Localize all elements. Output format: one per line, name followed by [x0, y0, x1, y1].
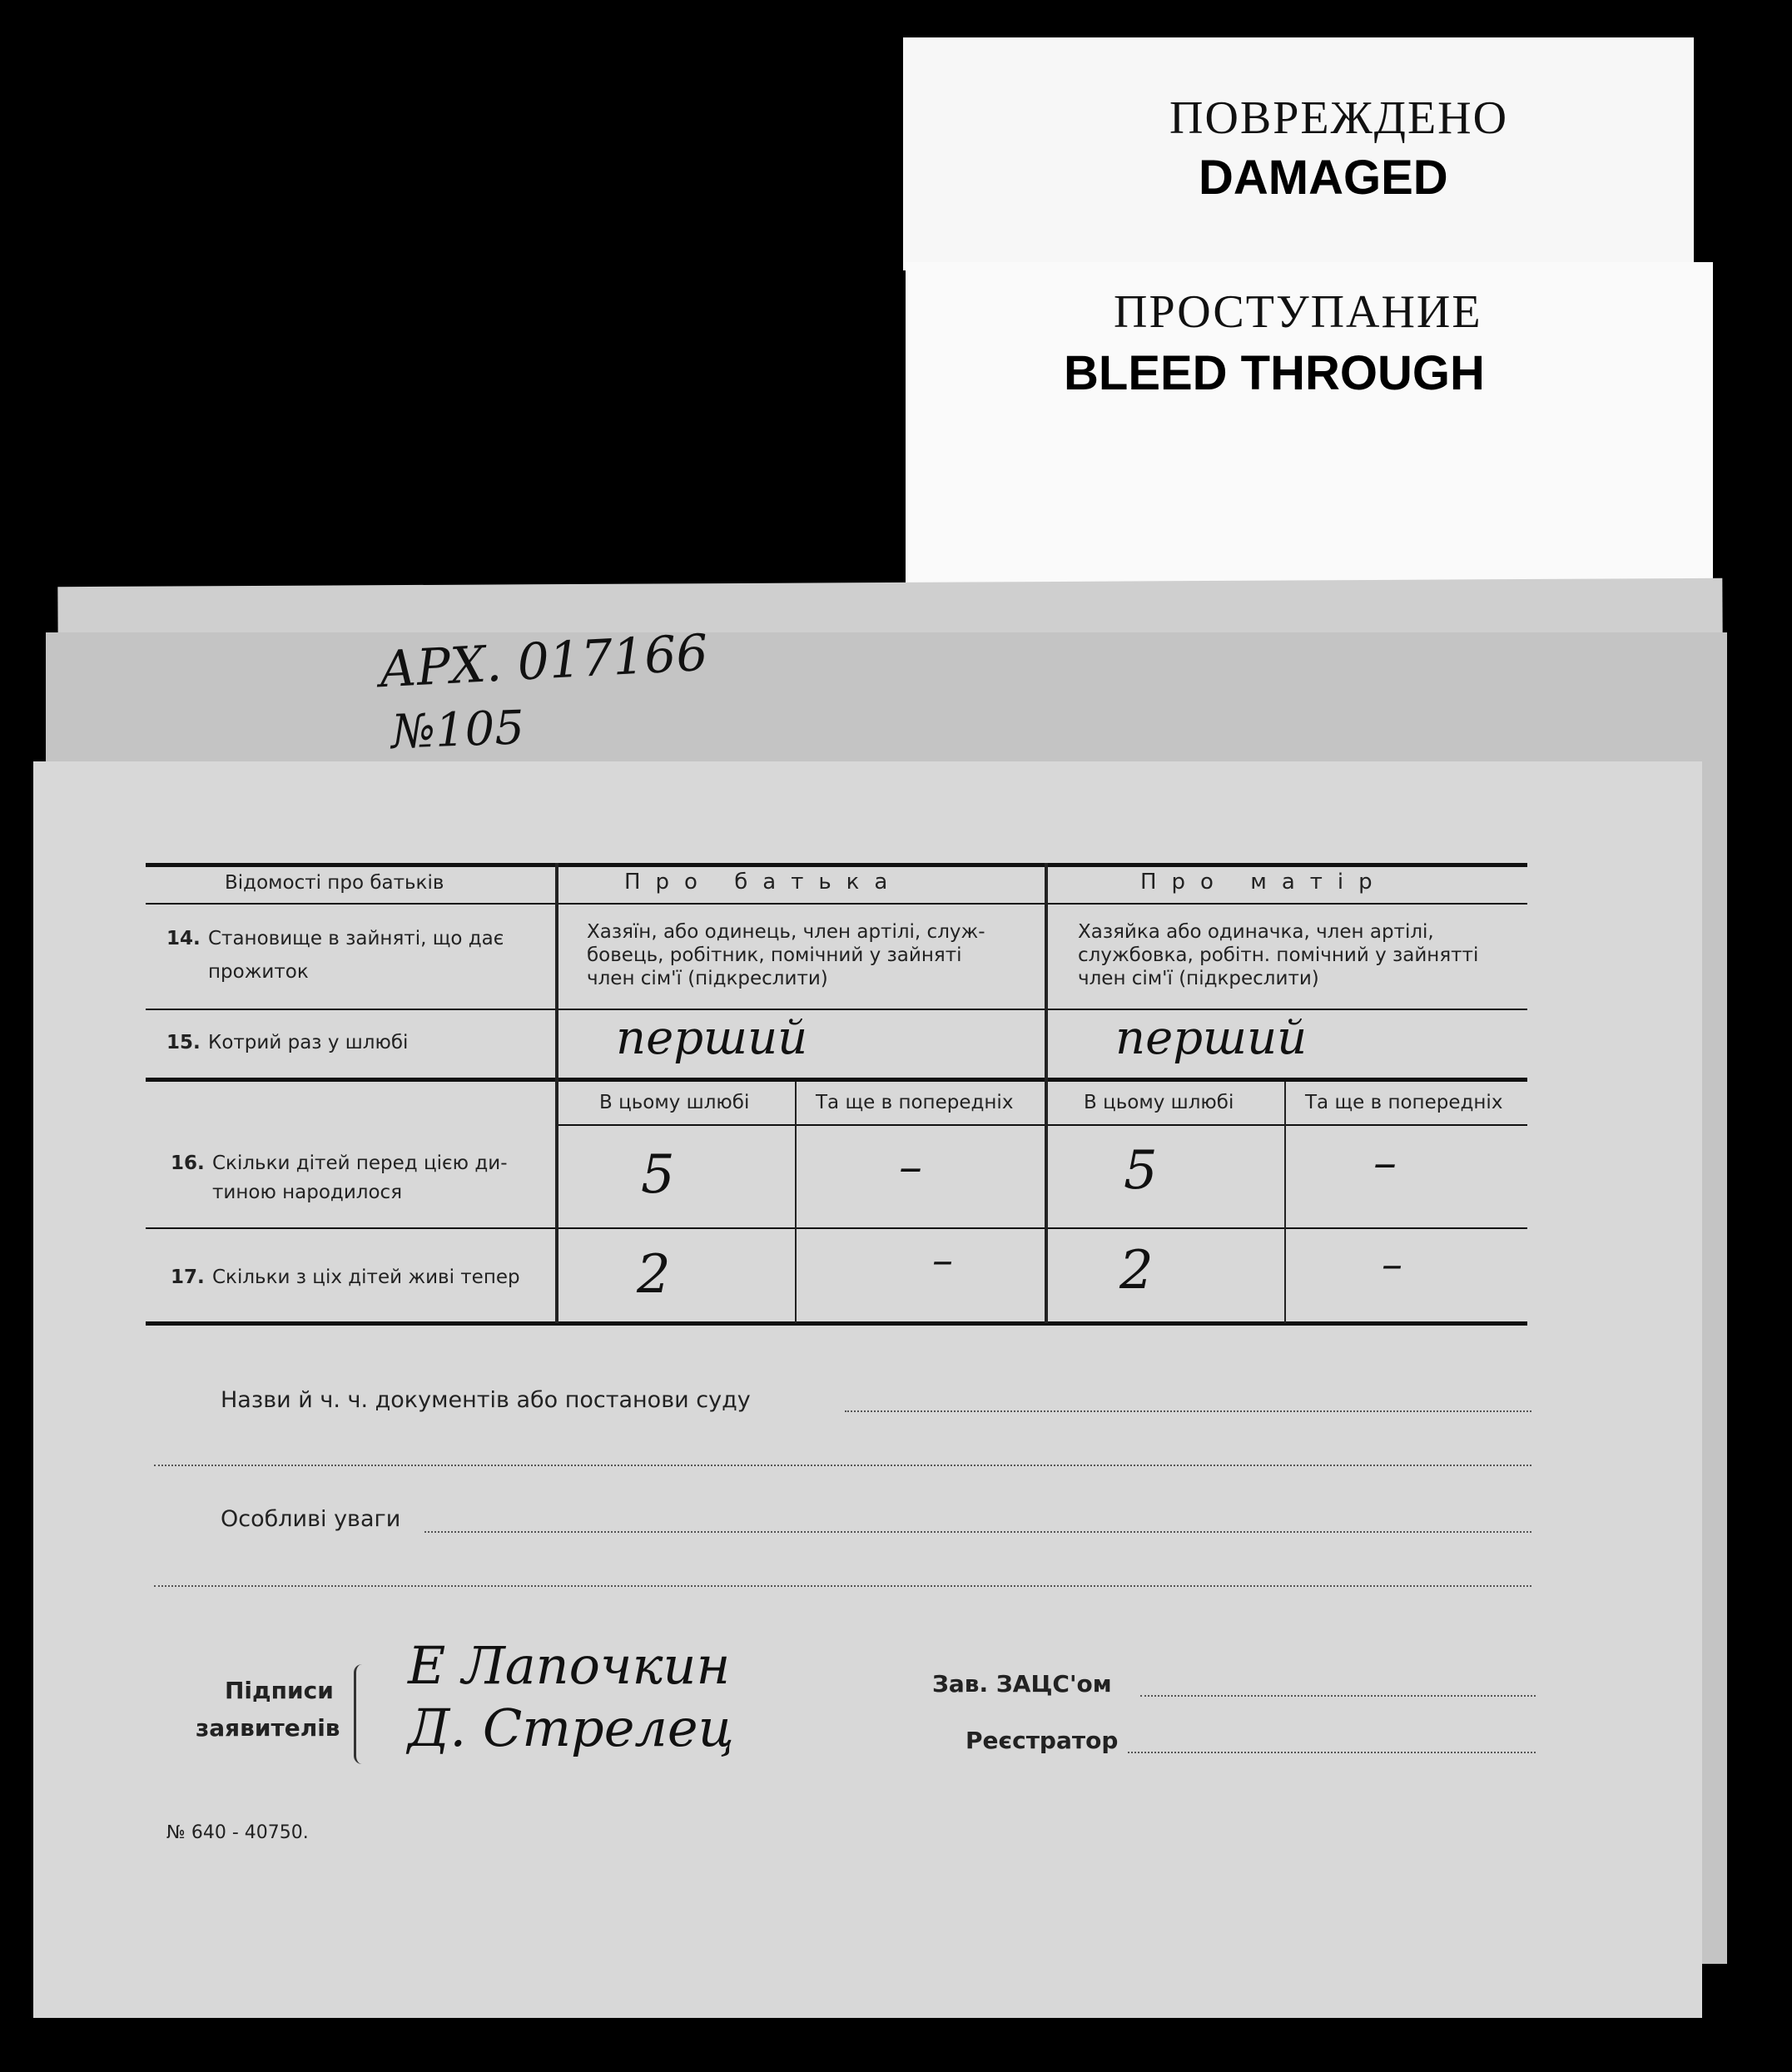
bleed-en-label: BLEED THROUGH: [1064, 346, 1485, 400]
documents-line-1: [845, 1410, 1531, 1412]
row16-label-b: тиною народилося: [212, 1182, 403, 1203]
row14-father-a: Хазяїн, або одинець, член артілі, служ-: [587, 921, 985, 943]
row14-label-b: прожиток: [208, 961, 309, 983]
row14-mother-c: член сім'ї (підкреслити): [1078, 968, 1319, 989]
row14-label-a: Становище в зайняті, що дає: [208, 928, 504, 949]
bleed-through-card: [906, 262, 1713, 582]
row16-label-a: Скільки дітей перед цією ди-: [212, 1152, 508, 1174]
header-mother: Про матір: [1140, 870, 1387, 895]
row17-label: Скільки з ціх дітей живі тепер: [212, 1266, 520, 1288]
row17-mother-this: 2: [1119, 1240, 1154, 1301]
row17-father-prev: –: [932, 1236, 953, 1284]
signature-brace: [354, 1664, 368, 1764]
row17-mother-prev: –: [1382, 1240, 1402, 1288]
head-registry-label: Зав. ЗАЦС'ом: [932, 1670, 1112, 1698]
archive-number: АРХ. 017166: [377, 623, 710, 700]
remarks-line-1: [424, 1531, 1531, 1533]
row14-father-b: бовець, робітник, помічний у зайняті: [587, 944, 962, 966]
signature-2: Д. Стрелец: [408, 1698, 734, 1758]
row16-father-prev: –: [899, 1140, 922, 1194]
remarks-label: Особливі уваги: [221, 1506, 401, 1532]
sub-mother-this-marriage: В цьому шлюбі: [1084, 1092, 1234, 1113]
damaged-en-label: DAMAGED: [1199, 151, 1448, 205]
documents-label: Назви й ч. ч. документів або постанови суду: [221, 1387, 751, 1413]
row16-number: 16.: [171, 1152, 205, 1174]
head-registry-line: [1140, 1695, 1536, 1697]
registrar-line: [1128, 1752, 1536, 1753]
row14-number: 14.: [166, 928, 201, 949]
row16-mother-this: 5: [1124, 1140, 1158, 1202]
row17-father-this: 2: [637, 1244, 671, 1306]
registrar-label: Реєстратор: [965, 1727, 1119, 1754]
file-number: №105: [390, 701, 525, 760]
row15-number: 15.: [166, 1032, 201, 1053]
row14-mother-b: службовка, робітн. помічний у зайнятті: [1078, 944, 1479, 966]
sub-father-this-marriage: В цьому шлюбі: [599, 1092, 750, 1113]
remarks-line-2: [154, 1585, 1531, 1587]
damaged-ru-label: ПОВРЕЖДЕНО: [1169, 92, 1509, 144]
sub-father-previous: Та ще в попередніх: [816, 1092, 1014, 1113]
row17-number: 17.: [171, 1266, 205, 1288]
bleed-ru-label: ПРОСТУПАНИЕ: [1114, 286, 1482, 338]
row15-label: Котрий раз у шлюбі: [208, 1032, 409, 1053]
documents-line-2: [154, 1465, 1531, 1466]
row14-father-c: член сім'ї (підкреслити): [587, 968, 828, 989]
row15-father-value: перший: [616, 1011, 808, 1065]
header-parents-info: Відомості про батьків: [225, 872, 444, 894]
row16-father-this: 5: [641, 1144, 675, 1206]
header-father: Про батька: [624, 870, 903, 895]
row14-mother-a: Хазяйка або одиначка, член артілі,: [1078, 921, 1434, 943]
row16-mother-prev: –: [1373, 1136, 1397, 1190]
damaged-card: [903, 37, 1694, 270]
sub-mother-previous: Та ще в попередніх: [1305, 1092, 1503, 1113]
signatures-label-b: заявителів: [196, 1714, 340, 1742]
row15-mother-value: перший: [1115, 1011, 1308, 1065]
signature-1: Е Лапочкин: [408, 1635, 731, 1696]
signatures-label-a: Підписи: [225, 1677, 334, 1704]
front-sheet: [33, 761, 1702, 2018]
print-number: № 640 - 40750.: [166, 1822, 309, 1843]
